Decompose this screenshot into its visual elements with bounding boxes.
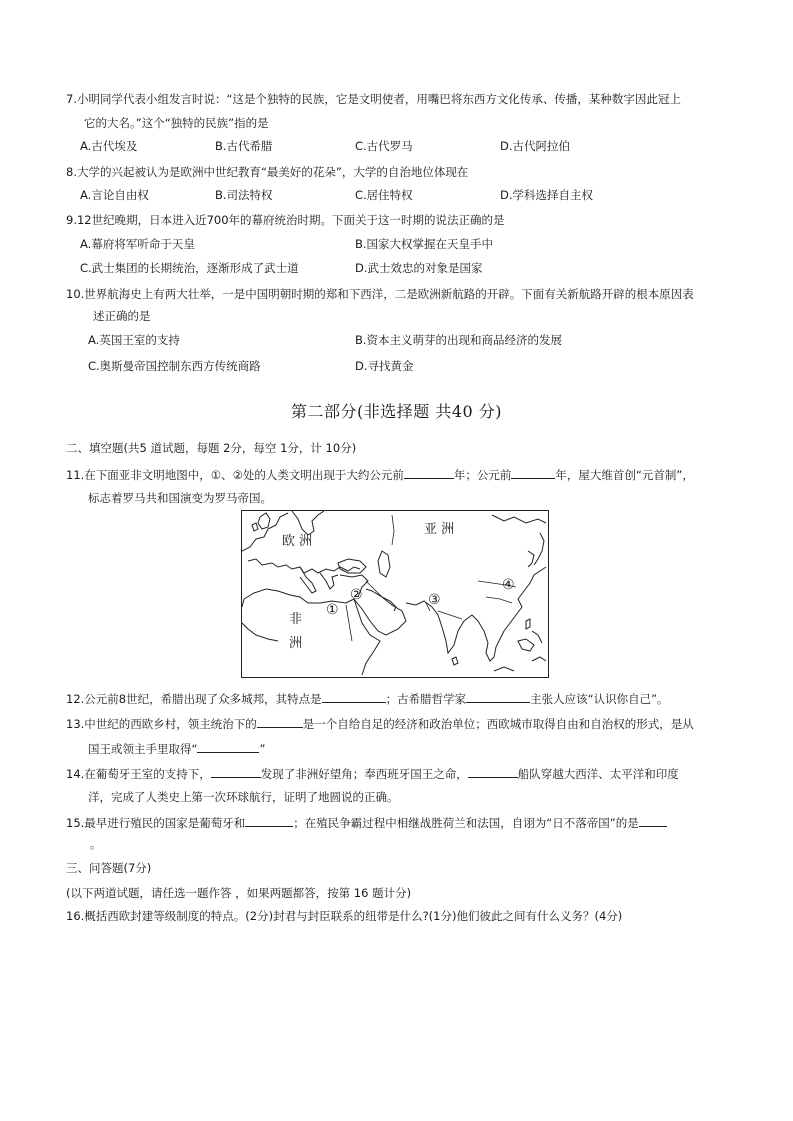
- q7-option-c: C.古代罗马: [355, 139, 413, 153]
- q14-text-c: 船队穿越大西洋、太平洋和印度: [517, 767, 679, 781]
- q11-text-b: 年；公元前: [453, 468, 512, 482]
- q7-option-a: A.古代埃及: [80, 139, 138, 153]
- q15-stem-cont: 。: [90, 837, 102, 851]
- q14-text-b: 发现了非洲好望角；奉西班牙国王之命，: [260, 767, 468, 781]
- q14-blank-2[interactable]: [468, 765, 518, 778]
- arctic-coast: [492, 515, 546, 523]
- q14-text-a: 14.在葡萄牙王室的支持下，: [66, 767, 211, 781]
- q8-option-b: B.司法特权: [215, 188, 273, 202]
- q10-option-d: D.寻找黄金: [355, 359, 414, 373]
- q15-stem: [66, 814, 667, 831]
- scandinavia: [292, 511, 324, 535]
- map-marker-4: ④: [502, 577, 515, 593]
- nile-river: [346, 605, 352, 641]
- q13-text-b: 是一个自给自足的经济和政治单位；西欧城市取得自由和自治权的形式，是从: [302, 717, 694, 731]
- islands: [494, 619, 546, 671]
- q10-option-a: A.英国王室的支持: [88, 333, 180, 347]
- caspian-sea: [378, 551, 390, 577]
- q12-text-c: 主张人应该“认识你自己”。: [530, 692, 669, 706]
- british-isles: [252, 513, 270, 531]
- asia-africa-civilization-map: [241, 510, 549, 678]
- section3-heading: 三、问答题(7分): [66, 861, 152, 875]
- map-marker-3: ③: [428, 592, 441, 608]
- q12-text-b: ；古希腊哲学家: [385, 692, 467, 706]
- q9-option-c: C.武士集团的长期统治，逐渐形成了武士道: [80, 261, 299, 275]
- balkans: [320, 573, 338, 589]
- q14-stem-cont: 洋，完成了人类史上第一次环球航行，证明了地圆说的正确。: [88, 790, 399, 804]
- q12-blank-1[interactable]: [322, 690, 386, 703]
- q13-text-a: 13.中世纪的西欧乡村，领主统治下的: [66, 717, 257, 731]
- korea-japan: [528, 533, 544, 567]
- sri-lanka: [452, 657, 458, 665]
- persia-india: [406, 601, 478, 653]
- q14-blank-1[interactable]: [211, 765, 261, 778]
- part2-title: 第二部分(非选择题 共40 分): [290, 402, 503, 421]
- q13-stem-cont: [88, 740, 265, 757]
- q9-option-d: D.武士效忠的对象是国家: [355, 261, 483, 275]
- q10-option-b: B.资本主义萌芽的出现和商品经济的发展: [355, 333, 563, 347]
- q10-stem-cont: 述正确的是: [93, 309, 151, 323]
- africa-west-coast: [242, 599, 278, 641]
- q11-stem: [66, 466, 694, 483]
- q15-blank-1[interactable]: [245, 814, 293, 827]
- q15-blank-2[interactable]: [639, 814, 667, 827]
- tigris-euphrates: [366, 581, 382, 597]
- q11-text-c: 年，屋大维首创“元首制”，: [555, 468, 694, 482]
- q7-stem-cont: 它的大名。”这个“独特的民族”指的是: [84, 116, 269, 130]
- q9-option-b: B.国家大权掌握在天皇手中: [355, 237, 494, 251]
- q9-option-a: A.幕府将军听命于天皇: [80, 237, 195, 251]
- africa-east-coast: [354, 599, 380, 675]
- q11-blank-1[interactable]: [404, 466, 454, 479]
- q11-text-a: 11.在下面亚非文明地图中，①、②处的人类文明出现于大约公元前: [66, 468, 404, 482]
- q13-text-line2b: ”: [259, 742, 266, 756]
- q12-stem: [66, 690, 669, 707]
- map-label-africa-1: 非: [289, 612, 303, 627]
- q8-option-c: C.居住特权: [355, 188, 413, 202]
- q13-blank-2[interactable]: [197, 740, 259, 753]
- map-label-africa-2: 洲: [289, 636, 303, 651]
- q7-option-d: D.古代阿拉伯: [500, 139, 571, 153]
- q8-option-a: A.言论自由权: [80, 188, 149, 202]
- southeast-asia: [478, 621, 504, 661]
- map-marker-2: ②: [350, 587, 363, 603]
- map-label-asia: 亚 洲: [424, 522, 455, 537]
- q7-stem: 7.小明同学代表小组发言时说：“这是个独特的民族，它是文明使者，用嘴巴将东西方文化传承、传播，某种数字因此冠上: [66, 92, 681, 106]
- q11-stem-cont: 标志着罗马共和国演变为罗马帝国。: [88, 491, 272, 505]
- q13-blank-1[interactable]: [257, 715, 303, 728]
- section2-heading: 二、填空题(共5 道试题，每题 2分，每空 1分，计 10分): [66, 441, 357, 455]
- north-africa-coast: [244, 589, 354, 603]
- map-graphic: [242, 511, 547, 676]
- q15-text-b: ；在殖民争霸过程中相继战胜荷兰和法国，自诩为“日不落帝国”的是: [293, 816, 639, 830]
- q11-blank-2[interactable]: [511, 466, 555, 479]
- q7-option-b: B.古代希腊: [215, 139, 273, 153]
- map-marker-1: ①: [326, 602, 339, 618]
- q16-stem: 16.概括西欧封建等级制度的特点。(2分)封君与封臣联系的纽带是什么?(1分)他们彼此之间有什么义务？(4分): [66, 909, 623, 923]
- q14-stem: [66, 765, 679, 782]
- q12-text-a: 12.公元前8世纪，希腊出现了众多城邦，其特点是: [66, 692, 322, 706]
- q8-stem: 8.大学的兴起被认为是欧洲中世纪教育“最美好的花朵”，大学的自治地位体现在: [66, 165, 469, 179]
- q12-blank-2[interactable]: [466, 690, 530, 703]
- q8-option-d: D.学科选择自主权: [500, 188, 594, 202]
- q15-text-a: 15.最早进行殖民的国家是葡萄牙和: [66, 816, 246, 830]
- map-label-europe: 欧 洲: [282, 534, 313, 549]
- ural-mountains-line: [392, 515, 394, 545]
- section3-note: (以下两道试题，请任选一题作答 ，如果两题都答，按第 16 题计分): [66, 886, 412, 900]
- q9-stem: 9.12世纪晚期，日本进入近700年的幕府统治时期。下面关于这一时期的说法正确的是: [66, 213, 505, 227]
- q13-text-line2a: 国王或领主手里取得“: [88, 742, 198, 756]
- q13-stem: [66, 715, 694, 732]
- q10-option-c: C.奥斯曼帝国控制东西方传统商路: [88, 359, 261, 373]
- q10-stem: 10.世界航海史上有两大壮举，一是中国明朝时期的郑和下西洋，二是欧洲新航路的开辟。下面有关新航路开辟的根本原因表: [66, 287, 694, 301]
- black-sea: [338, 559, 366, 573]
